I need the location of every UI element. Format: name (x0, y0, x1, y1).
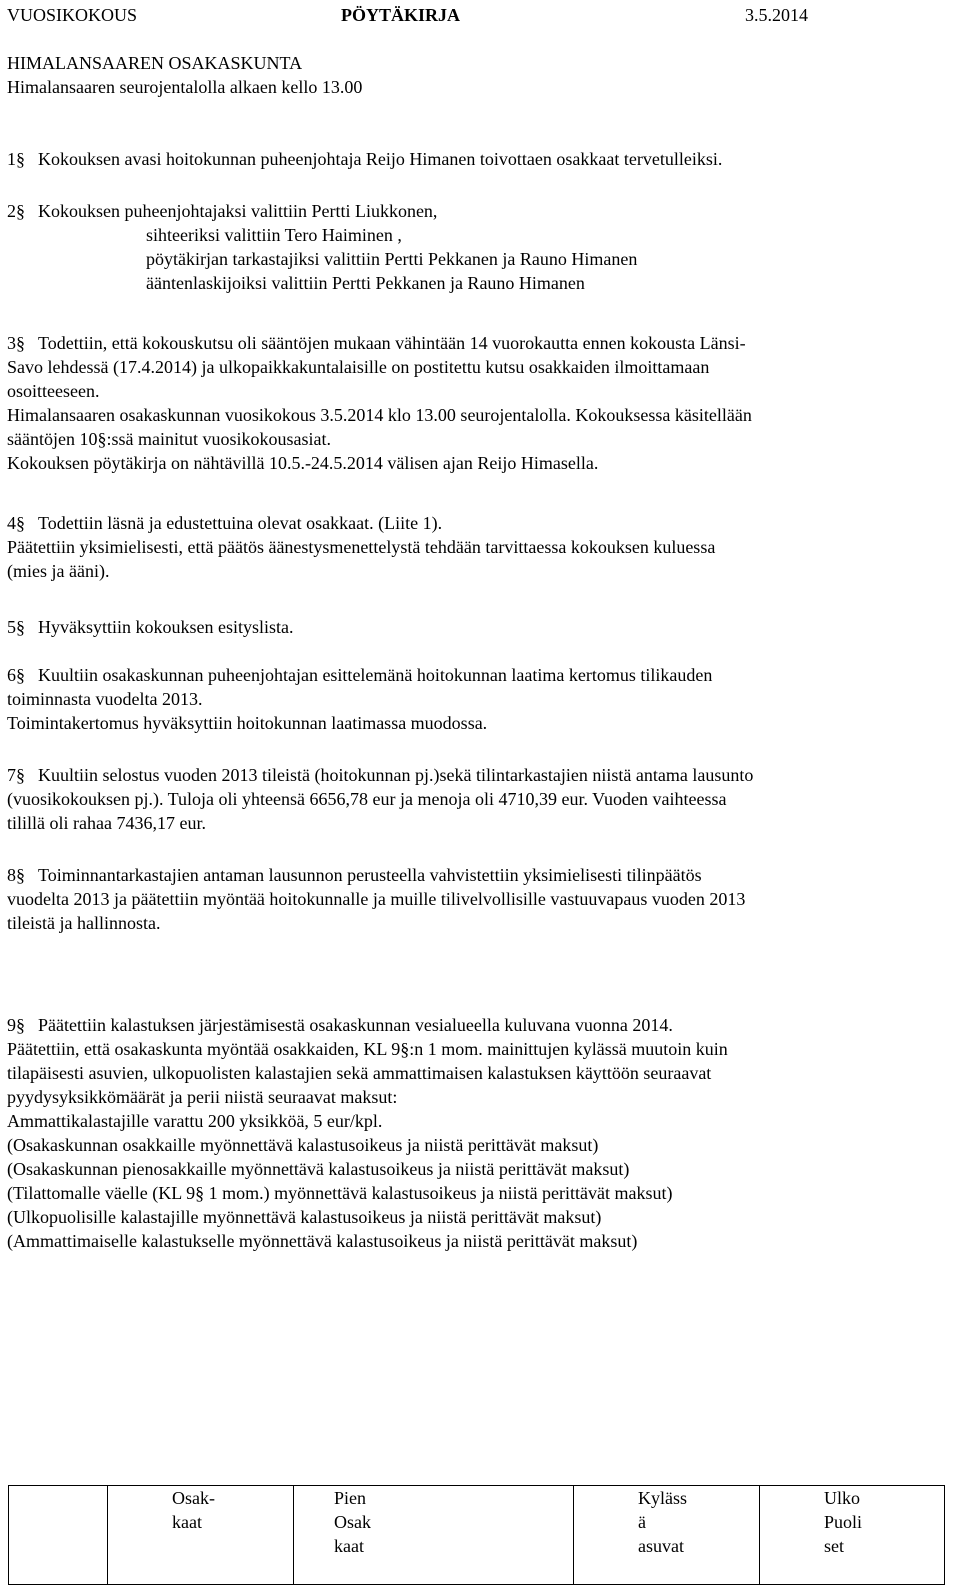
item-5-heading (7, 615, 294, 639)
item-text-line: (Tilattomalle väelle (KL 9§ 1 mom.) myönnettävä kalastusoikeus ja niistä perittävät maksut) (7, 1183, 673, 1203)
section-mark: § (16, 617, 25, 637)
item-text-line: Savo lehdessä (17.4.2014) ja ulkopaikkakuntalaisille on postitettu kutsu osakkaiden ilmoittamaan (7, 357, 710, 377)
item-number: 9§ (7, 1015, 25, 1035)
item-text-line: sääntöjen 10§:ssä mainitut vuosikokousasiat. (7, 429, 331, 449)
table-cell-text: kaat (172, 1512, 202, 1532)
item-text-line: (Osakaskunnan osakkaille myönnettävä kalastusoikeus ja niistä perittävät maksut) (7, 1135, 599, 1155)
item-text: Toiminnantarkastajien antaman lausunnon perusteella vahvistettiin yksimielisesti tilinpäätös (38, 865, 702, 885)
section-mark: § (16, 665, 25, 685)
item-text-line: sihteeriksi valittiin Tero Haiminen , (146, 225, 402, 245)
item-text: Päätettiin kalastuksen järjestämisestä osakaskunnan vesialueella kuluvana vuonna 2014. (38, 1015, 673, 1035)
item-number: 1§ (7, 149, 25, 169)
organization-name: HIMALANSAAREN OSAKASKUNTA (7, 53, 303, 73)
item-3-heading (7, 331, 746, 355)
item-text: Kuultiin selostus vuoden 2013 tileistä (hoitokunnan pj.)sekä tilintarkastajien niistä antama lausunto (38, 765, 754, 785)
item-text-line: tileistä ja hallinnosta. (7, 913, 161, 933)
section-mark: § (16, 333, 25, 353)
table-cell (9, 1486, 108, 1585)
item-text-line: toiminnasta vuodelta 2013. (7, 689, 203, 709)
table-cell-text: Osak- (172, 1488, 215, 1508)
item-text: Todettiin läsnä ja edustettuina olevat osakkaat. (Liite 1). (38, 513, 443, 533)
item-number: 4§ (7, 513, 25, 533)
table-cell (760, 1486, 945, 1585)
table-cell-text: asuvat (638, 1536, 684, 1556)
item-text: Kokouksen puheenjohtajaksi valittiin Pertti Liukkonen, (38, 201, 438, 221)
item-2-heading (7, 199, 437, 223)
section-mark: § (16, 513, 25, 533)
item-text-line: (Osakaskunnan pienosakkaille myönnettävä kalastusoikeus ja niistä perittävät maksut) (7, 1159, 630, 1179)
table-cell-text: set (824, 1536, 844, 1556)
item-text-line: tilapäisesti asuvien, ulkopuolisten kalastajien sekä ammattimaisen kalastuksen käyttöön seuraavat (7, 1063, 712, 1083)
item-text-line: Kokouksen pöytäkirja on nähtävillä 10.5.-24.5.2014 välisen ajan Reijo Himasella. (7, 453, 599, 473)
item-text-line: pöytäkirjan tarkastajiksi valittiin Pertti Pekkanen ja Rauno Himanen (146, 249, 638, 269)
table-row (9, 1486, 945, 1585)
section-mark: § (16, 1015, 25, 1035)
item-text-line: pyydysyksikkömäärät ja perii niistä seuraavat maksut: (7, 1087, 398, 1107)
table-cell (574, 1486, 760, 1585)
table-cell-text: Ulko (824, 1488, 860, 1508)
table-cell-text: Pien (334, 1488, 367, 1508)
item-8-heading (7, 863, 702, 887)
section-mark: § (16, 149, 25, 169)
item-text-line: vuodelta 2013 ja päätettiin myöntää hoitokunnalle ja muille tilivelvollisille vastuuvapaus vuoden 2013 (7, 889, 746, 909)
item-number: 8§ (7, 865, 25, 885)
header-title: VUOSIKOKOUS (7, 5, 138, 25)
item-4-heading (7, 511, 442, 535)
section-mark: § (16, 865, 25, 885)
item-text-line: Päätettiin, että osakaskunta myöntää osakkaiden, KL 9§:n 1 mom. mainittujen kylässä muutoin kuin (7, 1039, 728, 1059)
item-number: 6§ (7, 665, 25, 685)
table-cell (294, 1486, 574, 1585)
table-cell-text: Puoli (824, 1512, 863, 1532)
item-text-line: (Ulkopuolisille kalastajille myönnettävä kalastusoikeus ja niistä perittävät maksut) (7, 1207, 602, 1227)
item-text-line: Päätettiin yksimielisesti, että päätös äänestysmenettelystä tehdään tarvittaessa kokouksen kuluessa (7, 537, 716, 557)
meeting-place: Himalansaaren seurojentalolla alkaen kello 13.00 (7, 77, 363, 97)
header-date: 3.5.2014 (745, 5, 808, 25)
table-cell-text: ä (638, 1512, 646, 1532)
item-7-heading (7, 763, 753, 787)
table-cell-text: Kyläss (638, 1488, 687, 1508)
shareholder-count-table (8, 1485, 945, 1585)
item-6-heading (7, 663, 712, 687)
item-text-line: ääntenlaskijoiksi valittiin Pertti Pekkanen ja Rauno Himanen (146, 273, 585, 293)
item-number: 3§ (7, 333, 25, 353)
item-text: Todettiin, että kokouskutsu oli sääntöjen mukaan vähintään 14 vuorokautta ennen kokousta Länsi- (38, 333, 746, 353)
item-9-heading (7, 1013, 673, 1037)
item-text-line: Ammattikalastajille varattu 200 yksikköä, 5 eur/kpl. (7, 1111, 383, 1131)
item-text: Kokouksen avasi hoitokunnan puheenjohtaja Reijo Himanen toivottaen osakkaat tervetulleiksi. (38, 149, 723, 169)
item-number: 7§ (7, 765, 25, 785)
item-text-line: (vuosikokouksen pj.). Tuloja oli yhteensä 6656,78 eur ja menoja oli 4710,39 eur. Vuoden vaihteessa (7, 789, 727, 809)
table-cell (108, 1486, 294, 1585)
section-mark: § (16, 201, 25, 221)
section-mark: § (16, 765, 25, 785)
item-text: Hyväksyttiin kokouksen esityslista. (38, 617, 294, 637)
table-cell-text: kaat (334, 1536, 364, 1556)
item-number: 2§ (7, 201, 25, 221)
item-number: 5§ (7, 617, 25, 637)
item-text-line: Himalansaaren osakaskunnan vuosikokous 3.5.2014 klo 13.00 seurojentalolla. Kokouksessa käsitellään (7, 405, 752, 425)
table-cell-text: Osak (334, 1512, 371, 1532)
item-text-line: tilillä oli rahaa 7436,17 eur. (7, 813, 206, 833)
item-text: Kuultiin osakaskunnan puheenjohtajan esittelemänä hoitokunnan laatima kertomus tilikauden (38, 665, 713, 685)
item-text-line: Toimintakertomus hyväksyttiin hoitokunnan laatimassa muodossa. (7, 713, 488, 733)
header-document-type: PÖYTÄKIRJA (341, 5, 461, 25)
item-1-heading (7, 147, 722, 171)
item-text-line: (mies ja ääni). (7, 561, 110, 581)
item-text-line: (Ammattimaiselle kalastukselle myönnettävä kalastusoikeus ja niistä perittävät maksut) (7, 1231, 638, 1251)
item-text-line: osoitteeseen. (7, 381, 100, 401)
